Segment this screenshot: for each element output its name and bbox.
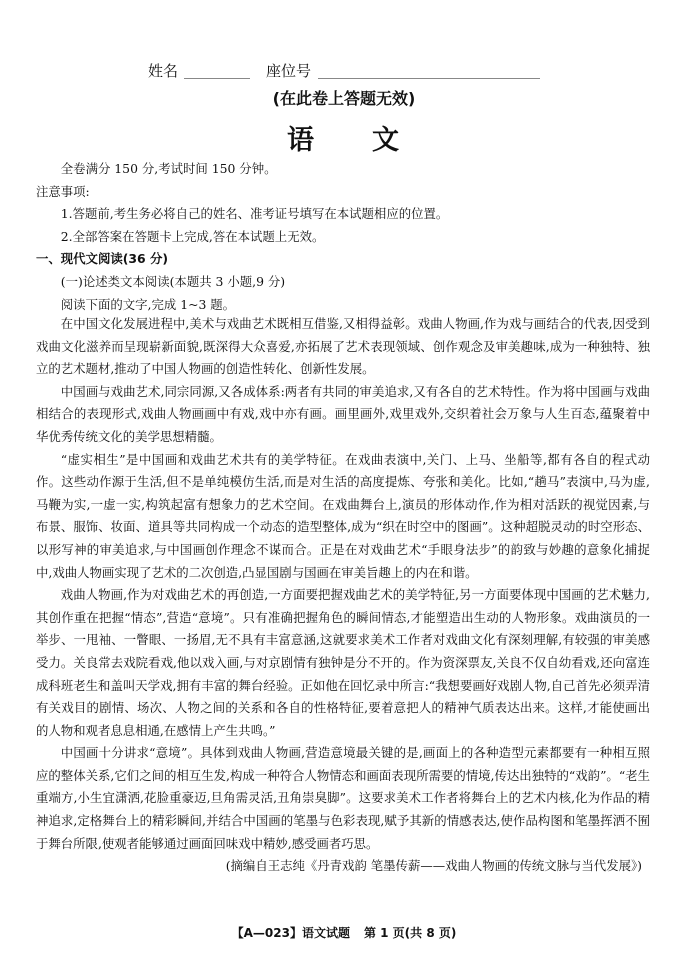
subsection-title: (一)论述类文本阅读(本题共 3 小题,9 分) bbox=[60, 273, 286, 289]
note-1: 1.答题前,考生务必将自己的姓名、准考证号填写在本试题相应的位置。 bbox=[60, 206, 449, 222]
passage-paragraph-1: 在中国文化发展进程中,美术与戏曲艺术既相互借鉴,又相得益彰。戏曲人物画,作为戏与画结合的代表,因受到戏曲文化滋养而呈现崭新面貌,既深得大众喜爱,亦拓展了艺术表现领域、创作观念及审美趣味,成为一种独特、独立的艺术题材,推动了中国人物画的创造性转化、创新性发展。 bbox=[36, 316, 650, 377]
passage-paragraph-2: 中国画与戏曲艺术,同宗同源,又各成体系:两者有共同的审美追求,又有各自的艺术特性。作为将中国画与戏曲相结合的表现形式,戏曲人物画画中有戏,戏中亦有画。画里画外,戏里戏外,交织着社会万象与人生百态,蕴聚着中华优秀传统文化的美学思想精髓。 bbox=[36, 383, 650, 444]
candidate-info-line bbox=[148, 60, 540, 82]
score-time-line: 全卷满分 150 分,考试时间 150 分钟。 bbox=[60, 161, 277, 176]
passage-paragraph-3: “虚实相生”是中国画和戏曲艺术共有的美学特征。在戏曲表演中,关门、上马、坐船等,都有各自的程式动作。这些动作源于生活,但不是单纯模仿生活,而是对生活的高度提炼、夸张和美化。比如,“趟马”表演中,马为虚,马鞭为实,一虚一实,构筑起富有想象力的艺术空间。在戏曲舞台上,演员的形体动作,作为相对活跃的视觉因素,与布景、服饰、妆面、道具等共同构成一个动态的造型整体,成为“织在时空中的图画”。这种超脱灵动的时空形态、以形写神的审美追求,与中国画创作理念不谋而合。正是在对戏曲艺术“手眼身法步”的韵致与妙趣的意象化捕捉中,戏曲人物画实现了艺术的二次创造,凸显国剧与国画在审美旨趣上的内在和谐。 bbox=[36, 451, 650, 580]
note-2: 2.全部答案在答题卡上完成,答在本试题上无效。 bbox=[60, 228, 325, 244]
name-blank bbox=[184, 78, 250, 79]
passage-source: (摘编自王志纯《丹青戏韵 笔墨传薪——戏曲人物画的传统文脉与当代发展》) bbox=[225, 858, 642, 874]
page-number: 第 1 页(共 8 页) bbox=[363, 926, 457, 940]
invalid-answer-notice: (在此卷上答题无效) bbox=[272, 89, 416, 108]
notes-title: 注意事项: bbox=[36, 183, 90, 199]
seat-blank bbox=[318, 78, 540, 79]
exam-instructions bbox=[36, 158, 650, 316]
name-label: 姓名 bbox=[148, 62, 179, 80]
exam-code: 【A—023】语文试题 bbox=[231, 926, 350, 940]
section-title: 一、现代文阅读(36 分) bbox=[36, 251, 169, 267]
reading-instruction: 阅读下面的文字,完成 1~3 题。 bbox=[60, 296, 236, 312]
subject-char-2: 文 bbox=[372, 125, 401, 156]
page-footer bbox=[0, 924, 688, 941]
subject-char-1: 语 bbox=[287, 125, 316, 156]
passage-paragraph-5: 中国画十分讲求“意境”。具体到戏曲人物画,营造意境最关键的是,画面上的各种造型元素都要有一种相互照应的整体关系,它们之间的相互生发,构成一种符合人物情态和画面表现所需要的情境,传达出独特的“戏韵”。“老生重端方,小生宜潇洒,花脸重豪迈,旦角需灵活,丑角崇臭脚”。这要求美术工作者将舞台上的艺术内核,化为作品的精神追求,定格舞台上的精彩瞬间,并结合中国画的笔墨与色彩表现,赋予其新的情感表达,使作品构图和笔墨挥洒不囿于舞台所限,使观者能够通过画面回味戏中精妙,感受画者巧思。 bbox=[36, 745, 650, 851]
reading-passage bbox=[36, 313, 650, 878]
subject-title bbox=[0, 118, 688, 157]
seat-label: 座位号 bbox=[266, 62, 312, 80]
passage-paragraph-4: 戏曲人物画,作为对戏曲艺术的再创造,一方面要把握戏曲艺术的美学特征,另一方面要体现中国画的艺术魅力,其创作重在把握“情态”,营造“意境”。只有准确把握角色的瞬间情态,才能塑造出生动的人物形象。戏曲演员的一举步、一甩袖、一瞥眼、一扬眉,无不具有丰富意涵,这就要求美术工作者对戏曲文化有深刻理解,有较强的审美感受力。关良常去戏院看戏,他以戏入画,与对京剧情有独钟是分不开的。作为资深票友,关良不仅自幼看戏,还向富连成科班老生和盖叫天学戏,拥有丰富的舞台经验。正如他在回忆录中所言:“我想要画好戏剧人物,自己首先必须弄清有关戏目的剧情、场次、人物之间的关系和各自的性格特征,要着意把人的精神气质表达出来。这样,才能使画出的人物和观者息息相通,在感情上产生共鸣。” bbox=[36, 587, 650, 738]
